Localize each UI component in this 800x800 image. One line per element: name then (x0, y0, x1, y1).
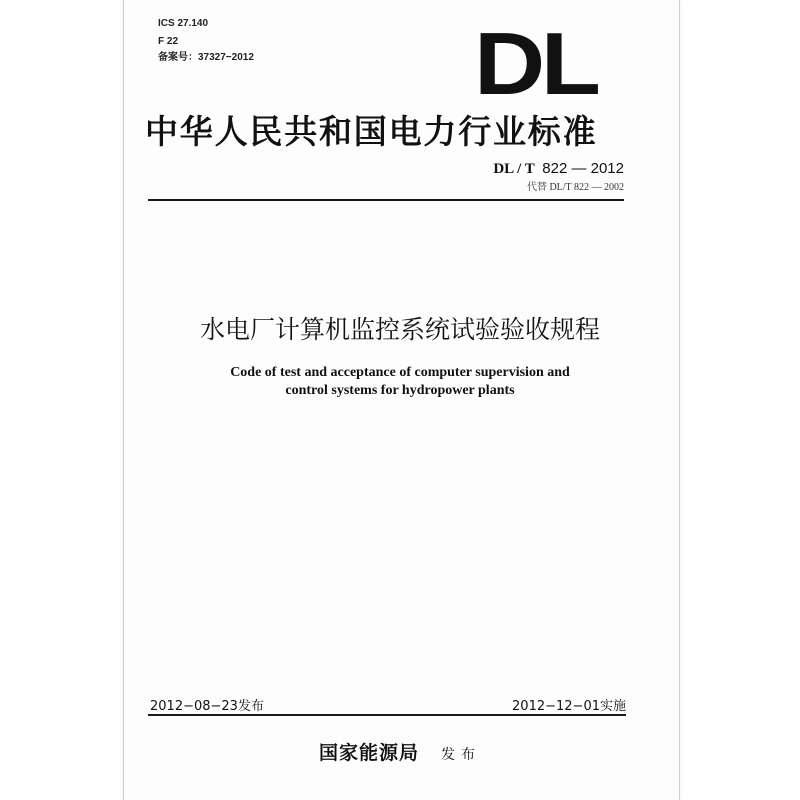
org-title: 中华人民共和国电力行业标准 (145, 112, 598, 151)
record-number: 备案号：37327−2012 (158, 52, 254, 63)
standard-code (493, 160, 624, 178)
standard-number: 822 — 2012 (542, 160, 624, 177)
publisher (0, 738, 800, 765)
replaces-standard: 代替 DL/T 822 — 2002 (526, 182, 624, 193)
top-divider (148, 199, 624, 201)
dl-logo: DL (474, 14, 597, 113)
publisher-name: 国家能源局 (318, 742, 419, 764)
bottom-divider (148, 714, 626, 716)
publisher-action: 发布 (441, 747, 481, 763)
classification-code: F 22 (158, 36, 179, 47)
document-title-en-line1: Code of test and acceptance of computer supervision and (230, 365, 570, 380)
ics-code: ICS 27.140 (158, 18, 209, 29)
issue-date: 2012−08−23发布 (150, 699, 264, 714)
implementation-date: 2012−12−01实施 (512, 699, 626, 714)
standard-prefix: DL / T (493, 161, 535, 177)
document-title-en-line2: control systems for hydropower plants (285, 383, 515, 398)
document-title-zh: 水电厂计算机监控系统试验验收规程 (199, 315, 600, 344)
